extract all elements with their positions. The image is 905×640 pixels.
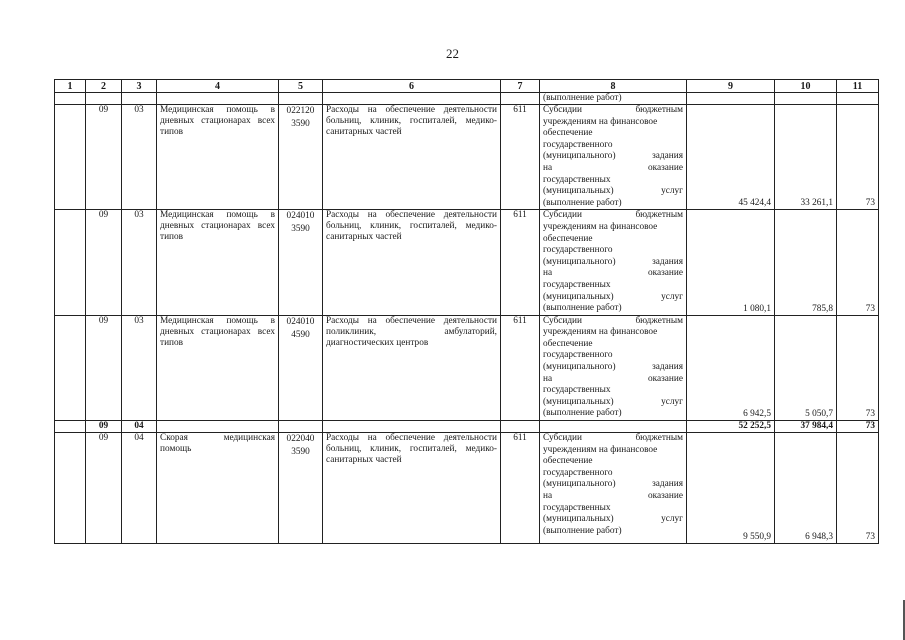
table-row	[55, 315, 879, 420]
item-name: Медицинская помощь в дневных стационарах всех типов	[157, 210, 279, 315]
continuation-row	[55, 93, 879, 105]
table-row	[55, 210, 879, 315]
column-header: 11	[837, 80, 879, 93]
section-code: 09	[86, 421, 122, 433]
subtotal-row	[55, 421, 879, 433]
expense-description: Расходы на обеспечение деятельности больниц, клиник, госпиталей, медико-санитарных частей	[323, 210, 501, 315]
expense-description: Расходы на обеспечение деятельности больниц, клиник, госпиталей, медико-санитарных частей	[323, 105, 501, 210]
column-header: 5	[279, 80, 323, 93]
budget-table	[54, 79, 879, 544]
expense-type-code: 611	[501, 105, 540, 210]
page-number: 22	[446, 46, 459, 61]
subsection-code: 04	[122, 421, 157, 433]
column-header: 7	[501, 80, 540, 93]
subtotal-col11: 73	[837, 421, 879, 433]
amount-col10: 5 050,7	[775, 315, 837, 420]
section-code: 09	[86, 210, 122, 315]
expense-type-code: 611	[501, 210, 540, 315]
subtotal-col9: 52 252,5	[687, 421, 775, 433]
item-name: Медицинская помощь в дневных стационарах всех типов	[157, 105, 279, 210]
target-code: 022120 3590	[279, 105, 323, 210]
item-name: Скорая медицинская помощь	[157, 433, 279, 544]
subsection-code: 03	[122, 105, 157, 210]
table-row	[55, 105, 879, 210]
column-header: 2	[86, 80, 122, 93]
subsection-code: 03	[122, 315, 157, 420]
subsection-code: 04	[122, 433, 157, 544]
target-code: 024010 3590	[279, 210, 323, 315]
amount-col10: 6 948,3	[775, 433, 837, 544]
column-header: 9	[687, 80, 775, 93]
expense-type-name: Субсидии бюджетным учреждениям на финансовое обеспечение государственного (муниципального) задания на оказание государственных (муниципальных) услуг (выполнение работ)	[540, 433, 687, 544]
expense-type-name: Субсидии бюджетным учреждениям на финансовое обеспечение государственного (муниципального) задания на оказание государственных (муниципальных) услуг (выполнение работ)	[540, 105, 687, 210]
column-number-header-row	[55, 80, 879, 93]
item-name: Медицинская помощь в дневных стационарах всех типов	[157, 315, 279, 420]
expense-description: Расходы на обеспечение деятельности поликлиник, амбулаторий, диагностических центров	[323, 315, 501, 420]
amount-col9: 1 080,1	[687, 210, 775, 315]
column-header: 6	[323, 80, 501, 93]
percent-col11: 73	[837, 315, 879, 420]
section-code: 09	[86, 315, 122, 420]
percent-col11: 73	[837, 105, 879, 210]
column-header: 1	[55, 80, 86, 93]
percent-col11: 73	[837, 210, 879, 315]
target-code: 024010 4590	[279, 315, 323, 420]
expense-description: Расходы на обеспечение деятельности больниц, клиник, госпиталей, медико-санитарных частей	[323, 433, 501, 544]
column-header: 8	[540, 80, 687, 93]
expense-type-code: 611	[501, 433, 540, 544]
target-code: 022040 3590	[279, 433, 323, 544]
table-row	[55, 433, 879, 544]
subsection-code: 03	[122, 210, 157, 315]
column-header: 10	[775, 80, 837, 93]
expense-type-continuation: (выполнение работ)	[540, 93, 687, 105]
column-header: 4	[157, 80, 279, 93]
expense-type-name: Субсидии бюджетным учреждениям на финансовое обеспечение государственного (муниципального) задания на оказание государственных (муниципальных) услуг (выполнение работ)	[540, 210, 687, 315]
subtotal-col10: 37 984,4	[775, 421, 837, 433]
amount-col9: 6 942,5	[687, 315, 775, 420]
column-header: 3	[122, 80, 157, 93]
amount-col10: 33 261,1	[775, 105, 837, 210]
section-code: 09	[86, 105, 122, 210]
expense-type-code: 611	[501, 315, 540, 420]
expense-type-name: Субсидии бюджетным учреждениям на финансовое обеспечение государственного (муниципального) задания на оказание государственных (муниципальных) услуг (выполнение работ)	[540, 315, 687, 420]
amount-col10: 785,8	[775, 210, 837, 315]
amount-col9: 45 424,4	[687, 105, 775, 210]
percent-col11: 73	[837, 433, 879, 544]
section-code: 09	[86, 433, 122, 544]
amount-col9: 9 550,9	[687, 433, 775, 544]
